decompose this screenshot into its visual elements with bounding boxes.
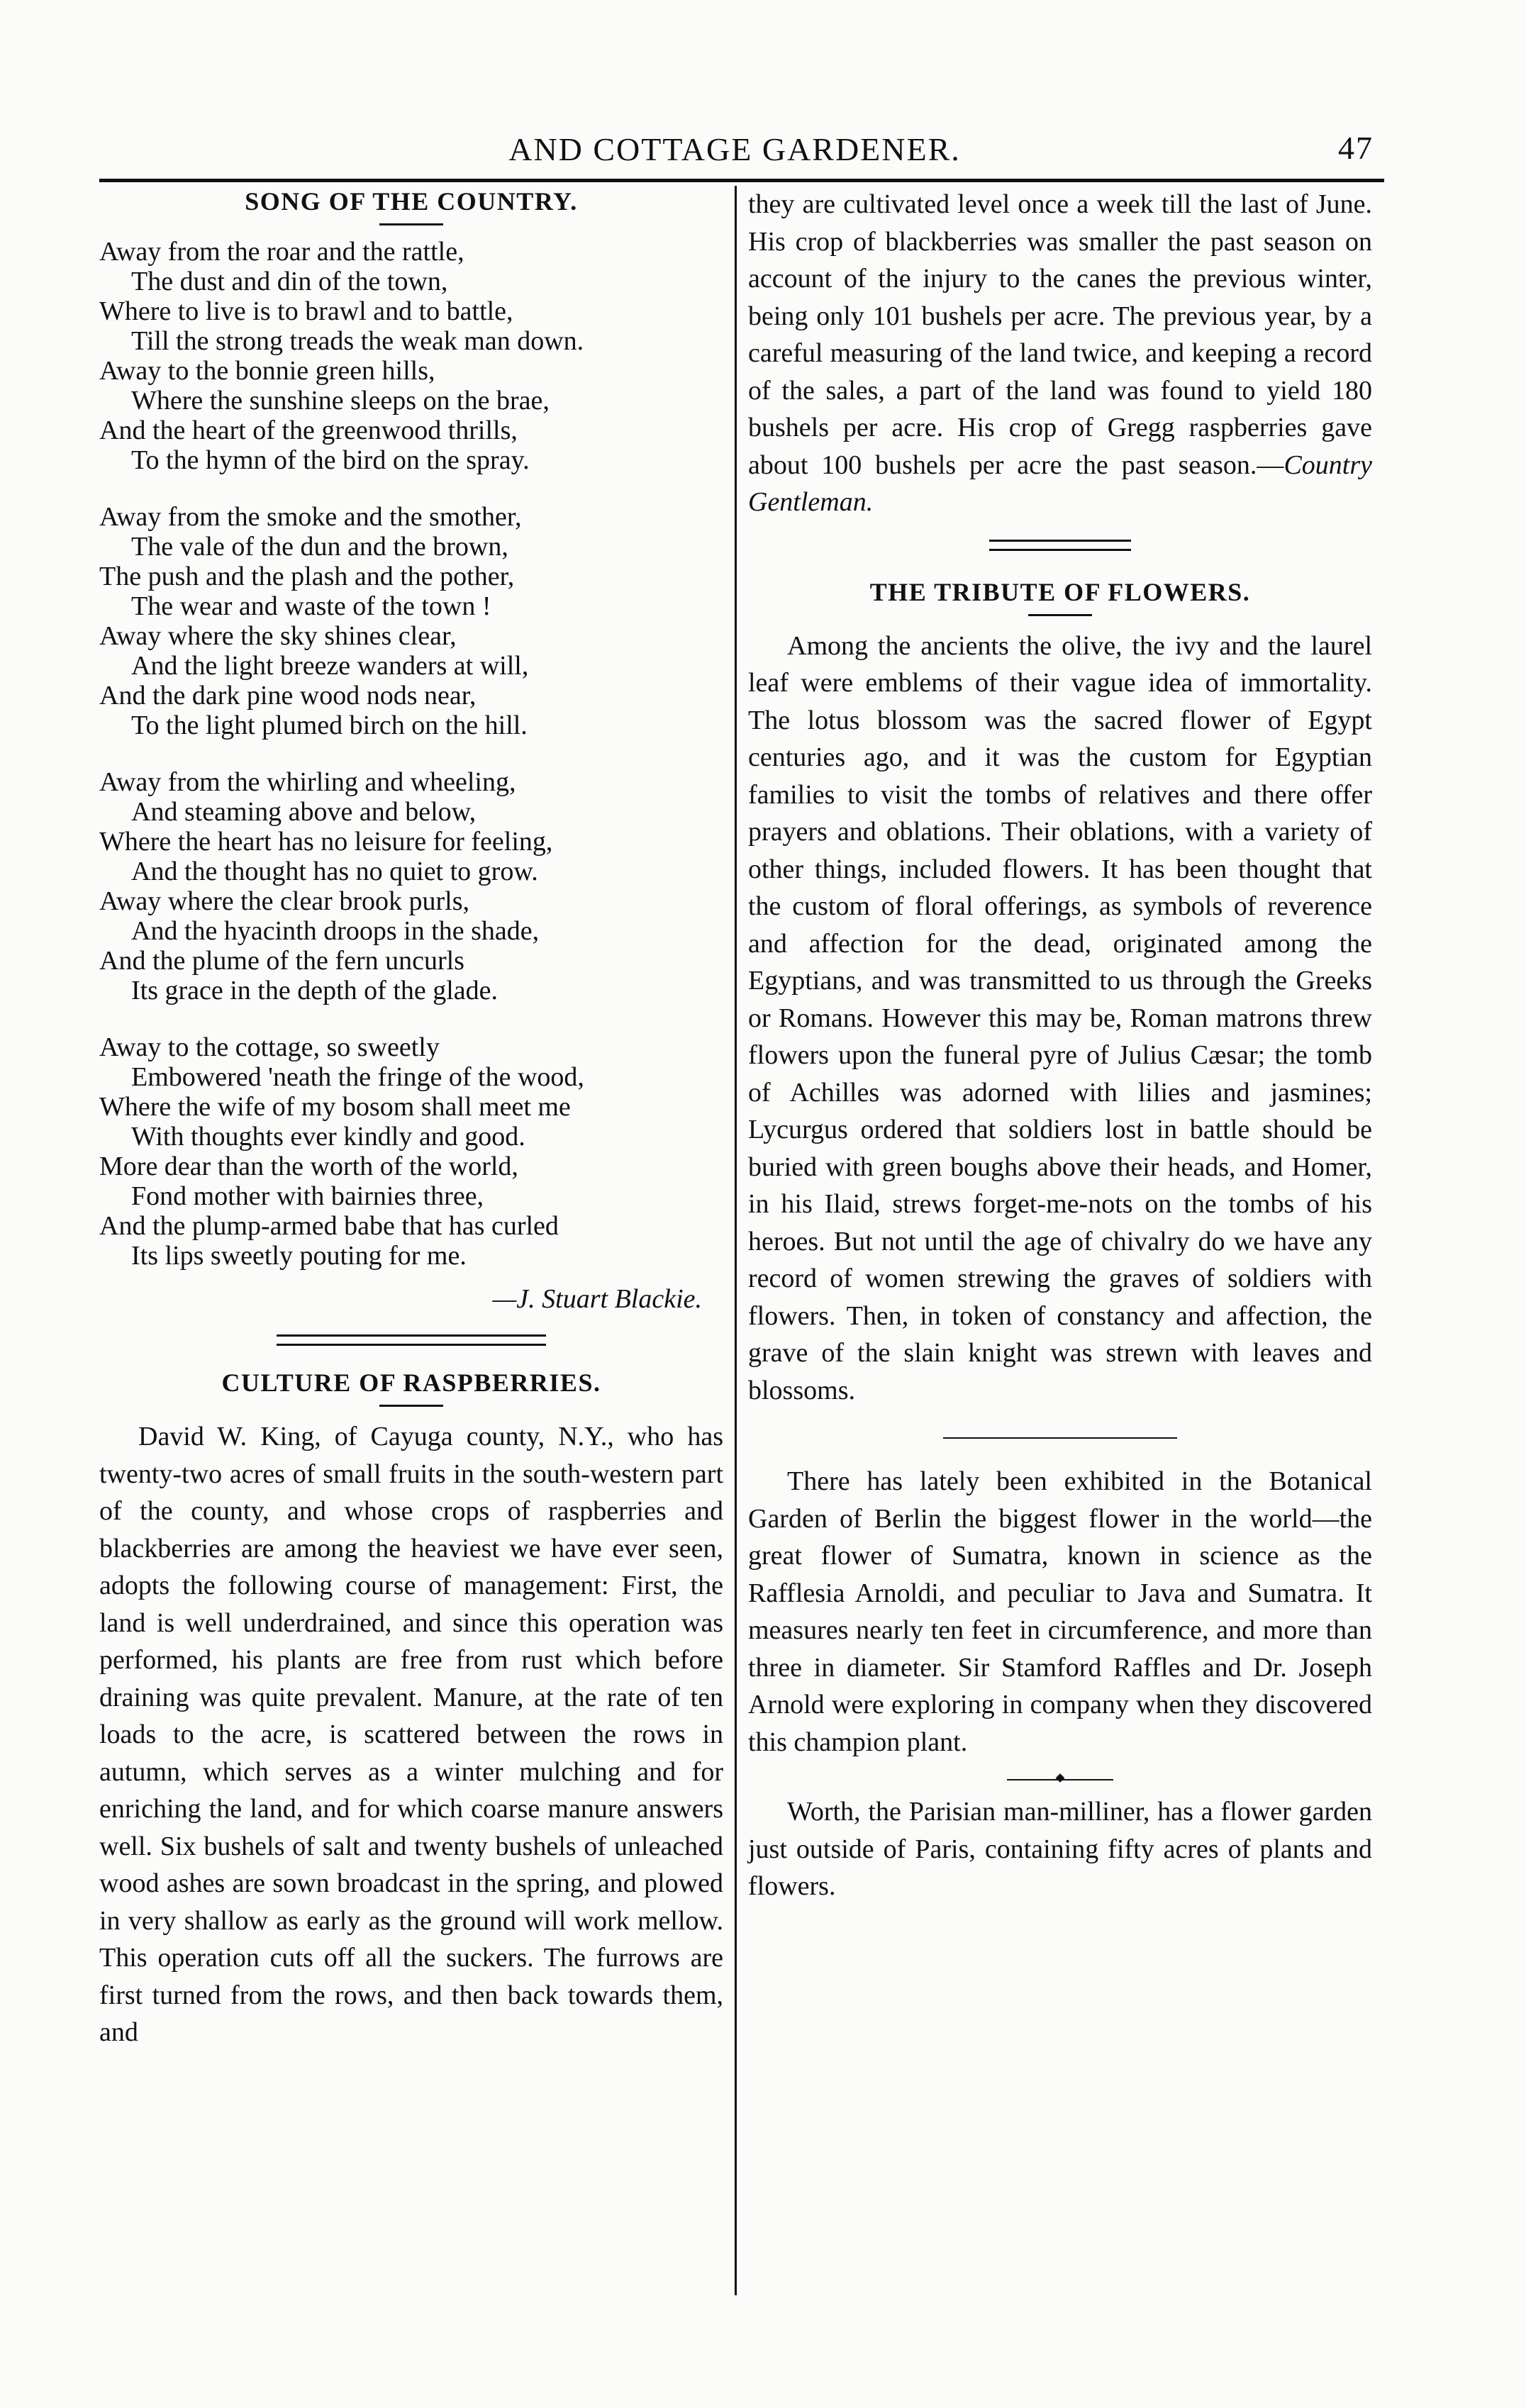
poem-line: Away to the bonnie green hills, bbox=[99, 356, 435, 386]
poem-line: Away from the whirling and wheeling, bbox=[99, 767, 516, 797]
raspberries-body: David W. King, of Cayuga county, N.Y., who has twenty-two acres of small fruits in the south-western part of the county, and whose crops of raspberries and blackberries are among the heaviest we have ever seen, adopts the following course of management: First, the land is well underdrained, and since this operation was performed, his plants are free from rust which before draining was quite prevalent. Manure, at the rate of ten loads to the acre, is scattered between the rows in autumn, which serves as a winter mulching and for enriching the land, and for which coarse manure answers well. Six bushels of salt and twenty bushels of unleached wood ashes are sown broadcast in the spring, and plowed in very shallow as early as the ground will work mellow. This operation cuts off all the suckers. The furrows are first turned from the rows, and then back towards them, and bbox=[99, 1422, 723, 2047]
poem-line: To the light plumed birch on the hill. bbox=[131, 710, 528, 740]
flowers-title: THE TRIBUTE OF FLOWERS. bbox=[869, 577, 1251, 606]
poem-line: And the plump-armed babe that has curled bbox=[99, 1211, 559, 1241]
section-divider bbox=[943, 1437, 1177, 1439]
raspberries-source: Country Gentleman. bbox=[748, 450, 1372, 517]
page-number: 47 bbox=[1338, 130, 1374, 166]
poem-line: And the plume of the fern uncurls bbox=[99, 946, 464, 976]
poem-line: And steaming above and below, bbox=[131, 797, 477, 827]
poem-line: And the heart of the greenwood thrills, bbox=[99, 416, 518, 445]
page-header bbox=[96, 128, 1374, 170]
poem-line: The push and the plash and the pother, bbox=[99, 562, 515, 591]
poem-line: Away where the clear brook purls, bbox=[99, 886, 469, 916]
poem-line: Embowered 'neath the fringe of the wood, bbox=[131, 1062, 584, 1092]
worth-body: Worth, the Parisian man-milliner, has a flower garden just outside of Paris, containing fifty acres of plants and flowers. bbox=[748, 1797, 1372, 1901]
poem-line: To the hymn of the bird on the spray. bbox=[131, 445, 530, 475]
poem-line: The vale of the dun and the brown, bbox=[131, 532, 508, 562]
poem-line: Away from the smoke and the smother, bbox=[99, 502, 522, 532]
poem-stanza bbox=[99, 502, 723, 740]
raspberries-title: CULTURE OF RASPBERRIES. bbox=[221, 1369, 601, 1397]
column-divider bbox=[735, 186, 737, 2295]
poem-line: And the hyacinth droops in the shade, bbox=[131, 916, 540, 946]
poem-title: SONG OF THE COUNTRY. bbox=[245, 187, 578, 216]
poem-line: Where the sunshine sleeps on the brae, bbox=[131, 386, 550, 416]
rafflesia-body: There has lately been exhibited in the Botanical Garden of Berlin the biggest flower in the world—the great flower of Sumatra, known in science as the Rafflesia Arnoldi, and peculiar to Java and Sumatra. It measures nearly ten feet in circumference, and more than three in diameter. Sir Stamford Raffles and Dr. Joseph Arnold were exploring in company when they discovered this champion plant. bbox=[748, 1466, 1372, 1757]
section-divider bbox=[1007, 1779, 1113, 1780]
poem-line: Where the wife of my bosom shall meet me bbox=[99, 1092, 571, 1122]
poem-line: Its grace in the depth of the glade. bbox=[131, 976, 499, 1005]
poem-line: Away from the roar and the rattle, bbox=[99, 237, 464, 267]
section-divider bbox=[989, 540, 1131, 551]
poem-line: And the light breeze wanders at will, bbox=[131, 651, 529, 681]
poem-line: Away to the cottage, so sweetly bbox=[99, 1032, 440, 1062]
poem-line: The wear and waste of the town ! bbox=[131, 591, 491, 621]
diamond-ornament-icon bbox=[1056, 1773, 1065, 1783]
title-underline bbox=[379, 1405, 443, 1407]
section-divider bbox=[277, 1334, 546, 1346]
poem-line: With thoughts ever kindly and good. bbox=[131, 1122, 525, 1152]
poem-line: The dust and din of the town, bbox=[131, 267, 448, 296]
poem-stanza bbox=[99, 1032, 723, 1271]
flowers-body: Among the ancients the olive, the ivy and the laurel leaf were emblems of their vague idea of immortality. The lotus blossom was the sacred flower of Egypt centuries ago, and it was the custom for Egyptian families to visit the tombs of relatives and there offer prayers and oblations. Their oblations, with a variety of other things, included flowers. It has been thought that the custom of floral offerings, as symbols of reverence and affection for the dead, originated among the Egyptians, and was transmitted to us through the Greeks or Romans. However this may be, Roman matrons threw flowers upon the funeral pyre of Julius Cæsar; the tomb of Achilles was adorned with lilies and jasmines; Lycurgus ordered that soldiers lost in battle should be buried with green boughs above their heads, and Homer, in his Ilaid, strews forget-me-nots on the tombs of his heroes. But not until the age of chivalry do we have any record of women strewing the graves of soldiers with flowers. Then, in token of constancy and affection, the grave of the slain knight was strewn with leaves and blossoms. bbox=[748, 630, 1372, 1405]
left-column bbox=[99, 186, 723, 2298]
poem-line: More dear than the worth of the world, bbox=[99, 1152, 518, 1181]
title-underline bbox=[1028, 614, 1092, 616]
right-column bbox=[748, 186, 1372, 2298]
poem-attribution: —J. Stuart Blackie. bbox=[492, 1284, 702, 1314]
poem-line: Where the heart has no leisure for feeling, bbox=[99, 827, 553, 857]
poem-line: And the thought has no quiet to grow. bbox=[131, 857, 538, 886]
poem bbox=[99, 237, 723, 1271]
poem-line: Till the strong treads the weak man down. bbox=[131, 326, 584, 356]
title-underline bbox=[379, 223, 443, 225]
raspberries-continued bbox=[748, 186, 1372, 521]
poem-line: And the dark pine wood nods near, bbox=[99, 681, 477, 710]
raspberries-continued-text: they are cultivated level once a week till the last of June. His crop of blackberries was smaller the past season on account of the injury to the canes the previous winter, being only 101 bushels per acre. The previous year, by a careful measuring of the land twice, and keeping a record of the sales, a part of the land was found to yield 180 bushels per acre. His crop of Gregg raspberries gave about 100 bushels per acre the past season.— bbox=[748, 189, 1372, 480]
header-rule bbox=[99, 179, 1384, 182]
poem-stanza bbox=[99, 767, 723, 1005]
poem-line: Where to live is to brawl and to battle, bbox=[99, 296, 513, 326]
poem-stanza bbox=[99, 237, 723, 475]
running-title: AND COTTAGE GARDENER. bbox=[508, 131, 961, 167]
poem-line: Fond mother with bairnies three, bbox=[131, 1181, 484, 1211]
poem-line: Away where the sky shines clear, bbox=[99, 621, 457, 651]
poem-line: Its lips sweetly pouting for me. bbox=[131, 1241, 467, 1271]
